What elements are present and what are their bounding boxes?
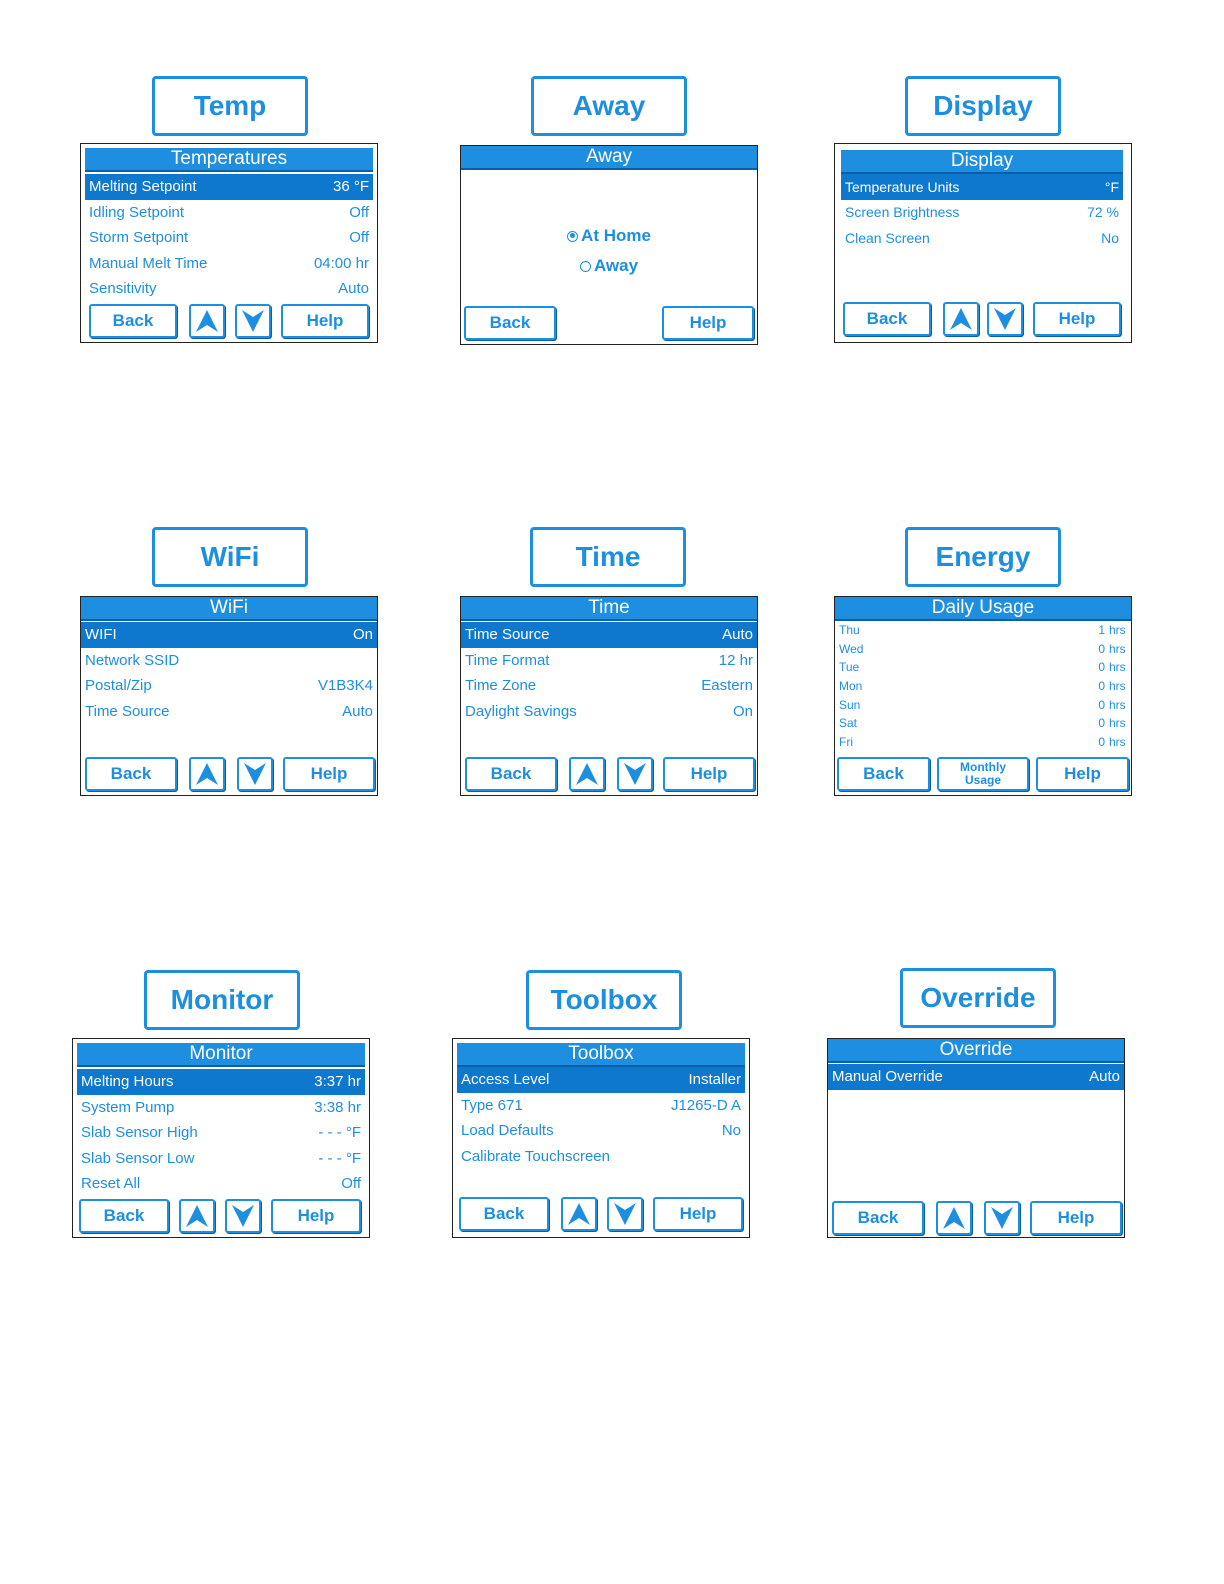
list-item-manual-melt-time[interactable] <box>85 251 373 277</box>
row-value: Off <box>341 1175 361 1193</box>
help-button[interactable]: Help <box>662 306 754 340</box>
back-button[interactable]: Back <box>85 757 177 791</box>
monthly-usage-button[interactable] <box>937 757 1029 791</box>
help-button[interactable]: Help <box>663 757 755 791</box>
list-item-access-level[interactable] <box>457 1067 745 1093</box>
away-label-text: Away <box>572 90 646 121</box>
row-value: V1B3K4 <box>317 677 373 695</box>
usage-row-fri <box>837 733 1129 752</box>
radio-selected-icon <box>567 231 578 242</box>
toolbox-screen <box>452 1038 750 1238</box>
row-label: System Pump <box>81 1098 175 1116</box>
row-value: - - - °F <box>318 1149 361 1167</box>
row-label: Time Format <box>465 651 550 669</box>
row-value: Auto <box>338 280 369 298</box>
list-item-sensitivity[interactable] <box>85 276 373 302</box>
row-label: Time Source <box>465 626 550 644</box>
row-value: 3:37 hr <box>314 1073 361 1091</box>
list-item-postal-zip[interactable] <box>81 673 377 699</box>
usage-value: 0 <box>1098 660 1105 675</box>
row-value: On <box>352 626 373 644</box>
override-screen <box>827 1038 1125 1238</box>
up-arrow-button[interactable] <box>189 304 225 338</box>
row-label: WIFI <box>85 626 117 644</box>
down-arrow-icon <box>611 1200 639 1228</box>
list-item-idling-setpoint[interactable] <box>85 200 373 226</box>
down-arrow-icon <box>988 1204 1016 1232</box>
screen-title: Temperatures <box>85 148 373 172</box>
list-item-melting-hours[interactable] <box>77 1069 365 1095</box>
down-arrow-button[interactable] <box>607 1197 643 1231</box>
list-item-system-pump[interactable] <box>77 1095 365 1121</box>
row-label: Temperature Units <box>845 178 960 195</box>
down-arrow-button[interactable] <box>984 1201 1020 1235</box>
row-value: Off <box>349 229 369 247</box>
down-arrow-icon <box>241 760 269 788</box>
up-arrow-icon <box>573 760 601 788</box>
button-label-line2: Usage <box>964 773 1002 787</box>
row-label: Load Defaults <box>461 1122 554 1140</box>
list-item-time-source[interactable] <box>81 699 377 725</box>
up-arrow-icon <box>193 307 221 335</box>
list-item-time-source[interactable] <box>461 622 757 648</box>
override-label-text: Override <box>920 982 1036 1013</box>
up-arrow-button[interactable] <box>936 1201 972 1235</box>
usage-row-mon <box>837 677 1129 696</box>
back-button[interactable]: Back <box>464 306 556 340</box>
row-label: Type 671 <box>461 1096 523 1114</box>
usage-day: Sun <box>839 697 861 712</box>
list-item-clean-screen[interactable] <box>841 225 1123 251</box>
away-screen <box>460 145 758 345</box>
display-label-text: Display <box>933 90 1033 121</box>
usage-value: 0 <box>1098 734 1105 749</box>
energy-tab-label <box>905 527 1061 587</box>
list-item-screen-brightness[interactable] <box>841 200 1123 226</box>
list-item-time-zone[interactable] <box>461 673 757 699</box>
list-item-daylight-savings[interactable] <box>461 699 757 725</box>
row-value: On <box>732 702 753 720</box>
row-label: Storm Setpoint <box>89 229 189 247</box>
usage-value: 0 <box>1098 679 1105 694</box>
row-label: Postal/Zip <box>85 677 152 695</box>
screen-title: Toolbox <box>457 1043 745 1067</box>
time-screen <box>460 596 758 796</box>
back-button[interactable]: Back <box>843 302 931 336</box>
usage-row-sun <box>837 695 1129 714</box>
usage-day: Thu <box>839 623 860 638</box>
down-arrow-button[interactable] <box>617 757 653 791</box>
screen-title: Time <box>461 597 757 621</box>
usage-row-thu <box>837 621 1129 640</box>
list-item-slab-sensor-high[interactable] <box>77 1120 365 1146</box>
row-value: 72 % <box>1087 204 1119 221</box>
override-tab-label <box>900 968 1056 1028</box>
wifi-label-text: WiFi <box>200 541 260 572</box>
help-button[interactable]: Help <box>1033 302 1121 336</box>
row-label: Sensitivity <box>89 280 157 298</box>
row-value: 12 hr <box>718 651 753 669</box>
temp-screen <box>80 143 378 343</box>
usage-unit: hrs <box>1109 734 1126 749</box>
back-button[interactable]: Back <box>465 757 557 791</box>
screen-title: Monitor <box>77 1043 365 1067</box>
list-item-reset-all[interactable] <box>77 1171 365 1197</box>
wifi-tab-label <box>152 527 308 587</box>
usage-value: 0 <box>1098 697 1105 712</box>
row-label: Idling Setpoint <box>89 203 185 221</box>
back-button[interactable]: Back <box>832 1201 924 1235</box>
usage-unit: hrs <box>1109 697 1126 712</box>
row-value: °F <box>1104 178 1119 195</box>
back-button[interactable]: Back <box>837 757 930 791</box>
usage-row-tue <box>837 658 1129 677</box>
row-label: Slab Sensor High <box>81 1124 198 1142</box>
up-arrow-icon <box>940 1204 968 1232</box>
row-label: Calibrate Touchscreen <box>461 1147 610 1165</box>
help-button[interactable]: Help <box>283 757 375 791</box>
up-arrow-button[interactable] <box>943 302 979 336</box>
row-label: Melting Setpoint <box>89 178 197 196</box>
usage-unit: hrs <box>1109 716 1126 731</box>
away-tab-label <box>531 76 687 136</box>
down-arrow-button[interactable] <box>237 757 273 791</box>
down-arrow-icon <box>991 305 1019 333</box>
help-button[interactable]: Help <box>271 1199 361 1233</box>
row-label: Screen Brightness <box>845 204 960 221</box>
time-label-text: Time <box>575 541 641 572</box>
row-label: Reset All <box>81 1175 141 1193</box>
usage-row-sat <box>837 714 1129 733</box>
row-value: Installer <box>688 1071 741 1089</box>
back-button[interactable]: Back <box>79 1199 169 1233</box>
row-label: Access Level <box>461 1071 550 1089</box>
list-item-time-format[interactable] <box>461 648 757 674</box>
usage-day: Tue <box>839 660 860 675</box>
wifi-screen <box>80 596 378 796</box>
down-arrow-icon <box>621 760 649 788</box>
back-button[interactable]: Back <box>89 304 177 338</box>
usage-row-wed <box>837 640 1129 659</box>
row-value: 36 °F <box>332 178 369 196</box>
row-value: - - - °F <box>318 1124 361 1142</box>
time-tab-label <box>530 527 686 587</box>
energy-label-text: Energy <box>935 541 1031 572</box>
radio-at-home[interactable] <box>461 226 757 246</box>
up-arrow-icon <box>183 1202 211 1230</box>
up-arrow-icon <box>947 305 975 333</box>
usage-unit: hrs <box>1109 641 1126 656</box>
list-item-type[interactable] <box>457 1093 745 1119</box>
down-arrow-button[interactable] <box>235 304 271 338</box>
usage-value: 0 <box>1098 716 1105 731</box>
row-value: Auto <box>722 626 753 644</box>
monitor-screen <box>72 1038 370 1238</box>
row-label: Melting Hours <box>81 1073 174 1091</box>
list-item-slab-sensor-low[interactable] <box>77 1146 365 1172</box>
row-value: Off <box>349 203 369 221</box>
button-label-line1: Monthly <box>960 760 1006 774</box>
radio-unselected-icon <box>580 261 591 272</box>
up-arrow-button[interactable] <box>189 757 225 791</box>
row-value: No <box>1101 229 1119 246</box>
help-button[interactable]: Help <box>653 1197 743 1231</box>
row-value: 3:38 hr <box>314 1098 361 1116</box>
up-arrow-icon <box>565 1200 593 1228</box>
usage-value: 0 <box>1098 641 1105 656</box>
up-arrow-button[interactable] <box>569 757 605 791</box>
list-item-calibrate-touchscreen[interactable] <box>457 1144 745 1170</box>
monitor-label-text: Monitor <box>170 984 274 1015</box>
screen-title: Override <box>828 1039 1124 1063</box>
down-arrow-button[interactable] <box>987 302 1023 336</box>
down-arrow-button[interactable] <box>225 1199 261 1233</box>
help-button[interactable]: Help <box>1030 1201 1122 1235</box>
screen-title: Display <box>841 150 1123 174</box>
usage-unit: hrs <box>1109 623 1126 638</box>
usage-day: Fri <box>839 734 853 749</box>
usage-unit: hrs <box>1109 660 1126 675</box>
row-value: 04:00 hr <box>313 254 369 272</box>
display-screen <box>834 143 1132 343</box>
row-label: Manual Melt Time <box>89 254 208 272</box>
usage-unit: hrs <box>1109 679 1126 694</box>
row-label: Time Source <box>85 702 170 720</box>
row-label: Time Zone <box>465 677 537 695</box>
row-value: Auto <box>342 702 373 720</box>
list-item-storm-setpoint[interactable] <box>85 225 373 251</box>
row-label: Network SSID <box>85 651 180 669</box>
display-tab-label <box>905 76 1061 136</box>
radio-label: At Home <box>581 226 651 245</box>
row-value: No <box>721 1122 741 1140</box>
list-item-temperature-units[interactable] <box>841 174 1123 200</box>
usage-value: 1 <box>1098 623 1105 638</box>
help-button[interactable]: Help <box>281 304 369 338</box>
down-arrow-icon <box>229 1202 257 1230</box>
temp-tab-label <box>152 76 308 136</box>
usage-day: Wed <box>839 641 864 656</box>
help-button[interactable]: Help <box>1036 757 1129 791</box>
usage-day: Sat <box>839 716 858 731</box>
up-arrow-button[interactable] <box>561 1197 597 1231</box>
row-label: Slab Sensor Low <box>81 1149 195 1167</box>
list-item-manual-override[interactable] <box>828 1064 1124 1090</box>
radio-away[interactable] <box>461 256 757 276</box>
row-label: Clean Screen <box>845 229 930 246</box>
toolbox-tab-label <box>526 970 682 1030</box>
row-label: Manual Override <box>832 1068 943 1086</box>
up-arrow-icon <box>193 760 221 788</box>
usage-day: Mon <box>839 679 863 694</box>
up-arrow-button[interactable] <box>179 1199 215 1233</box>
row-value: Auto <box>1089 1068 1120 1086</box>
energy-screen <box>834 596 1132 796</box>
row-label: Daylight Savings <box>465 702 577 720</box>
row-value: J1265-D A <box>670 1096 741 1114</box>
list-item-wifi[interactable] <box>81 622 377 648</box>
monitor-tab-label <box>144 970 300 1030</box>
down-arrow-icon <box>239 307 267 335</box>
row-value: Eastern <box>701 677 753 695</box>
back-button[interactable]: Back <box>459 1197 549 1231</box>
radio-label: Away <box>593 256 639 275</box>
temp-label-text: Temp <box>193 90 267 121</box>
list-item-melting-setpoint[interactable] <box>85 174 373 200</box>
list-item-network-ssid[interactable] <box>81 648 377 674</box>
screen-title: WiFi <box>81 597 377 621</box>
list-item-load-defaults[interactable] <box>457 1118 745 1144</box>
screen-title: Away <box>461 146 757 170</box>
toolbox-label-text: Toolbox <box>550 984 658 1015</box>
screen-title: Daily Usage <box>835 597 1131 621</box>
